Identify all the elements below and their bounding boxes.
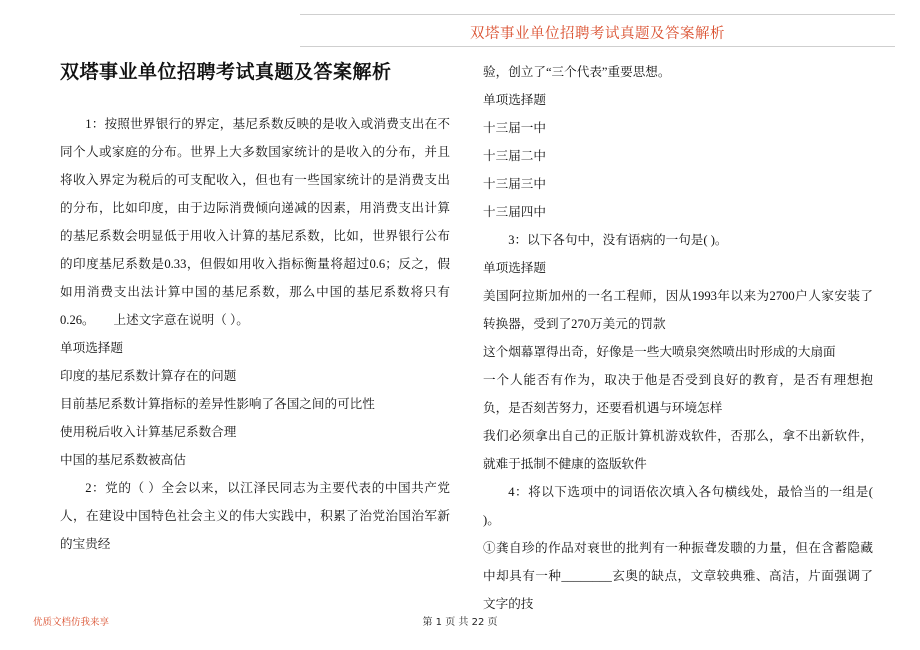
page-title: 双塔事业单位招聘考试真题及答案解析 <box>60 62 392 83</box>
paragraph: 一个人能否有作为，取决于他是否受到良好的教育，是否有理想抱负，是否刻苦努力，还要看机遇与环境怎样 <box>483 373 873 415</box>
paragraph: 十三届二中 <box>483 149 546 163</box>
left-column <box>60 58 450 558</box>
paragraph: 目前基尼系数计算指标的差异性影响了各国之间的可比性 <box>60 397 375 411</box>
paragraph: 单项选择题 <box>60 341 123 355</box>
footer-watermark: 优质文档仿我来享 <box>33 617 110 628</box>
page-number: 第 1 页 共 22 页 <box>422 617 498 628</box>
paragraph: 4：将以下选项中的词语依次填入各句横线处，最恰当的一组是( )。 <box>483 485 873 527</box>
paragraph: 印度的基尼系数计算存在的问题 <box>60 369 237 383</box>
running-header-title: 双塔事业单位招聘考试真题及答案解析 <box>470 26 725 42</box>
header-bottom-rule <box>300 46 895 47</box>
two-column-body <box>0 58 920 611</box>
paragraph: 2：党的（ ）全会以来，以江泽民同志为主要代表的中国共产党人，在建设中国特色社会主义的伟大实践中，积累了治党治国治军新的宝贵经 <box>60 481 450 551</box>
paragraph: 单项选择题 <box>483 261 546 275</box>
paragraph: 3：以下各句中，没有语病的一句是( )。 <box>508 233 728 247</box>
paragraph: 美国阿拉斯加州的一名工程师，因从1993年以来为2700户人家安装了转换器，受到了270万美元的罚款 <box>483 289 873 331</box>
paragraph: 验，创立了“三个代表”重要思想。 <box>483 65 671 79</box>
paragraph: 1：按照世界银行的界定，基尼系数反映的是收入或消费支出在不同个人或家庭的分布。世界上大多数国家统计的是收入的分布，并且将收入界定为税后的可支配收入，但也有一些国家统计的是消费支出的分布，比如印度，由于边际消费倾向递减的因素，用消费支出计算的基尼系数会明显低于用收入计算的基尼系数，比如，世界银行公布的印度基尼系数是0.33，但假如用收入指标衡量将超过0.6；反之，假如用消费支出法计算中国的基尼系数，那么中国的基尼系数将只有0.26。 上述文字意在说明（ ）。 <box>60 117 450 327</box>
paragraph: 中国的基尼系数被高估 <box>60 453 186 467</box>
paragraph: 使用税后收入计算基尼系数合理 <box>60 425 237 439</box>
paragraph: 十三届一中 <box>483 121 546 135</box>
paragraph: 这个烟幕罩得出奇，好像是一些大喷泉突然喷出时形成的大扇面 <box>483 345 836 359</box>
paragraph: 单项选择题 <box>483 93 546 107</box>
header-top-rule <box>300 14 895 15</box>
paragraph: 十三届三中 <box>483 177 546 191</box>
paragraph: ①龚自珍的作品对衰世的批判有一种振聋发聩的力量，但在含蓄隐藏中却具有一种________玄奥的缺点，文章较典雅、高洁，片面强调了文字的技 <box>483 541 873 611</box>
right-column <box>483 58 873 618</box>
paragraph: 我们必须拿出自己的正版计算机游戏软件，否那么，拿不出新软件，就难于抵制不健康的盗版软件 <box>483 429 873 471</box>
paragraph: 十三届四中 <box>483 205 546 219</box>
